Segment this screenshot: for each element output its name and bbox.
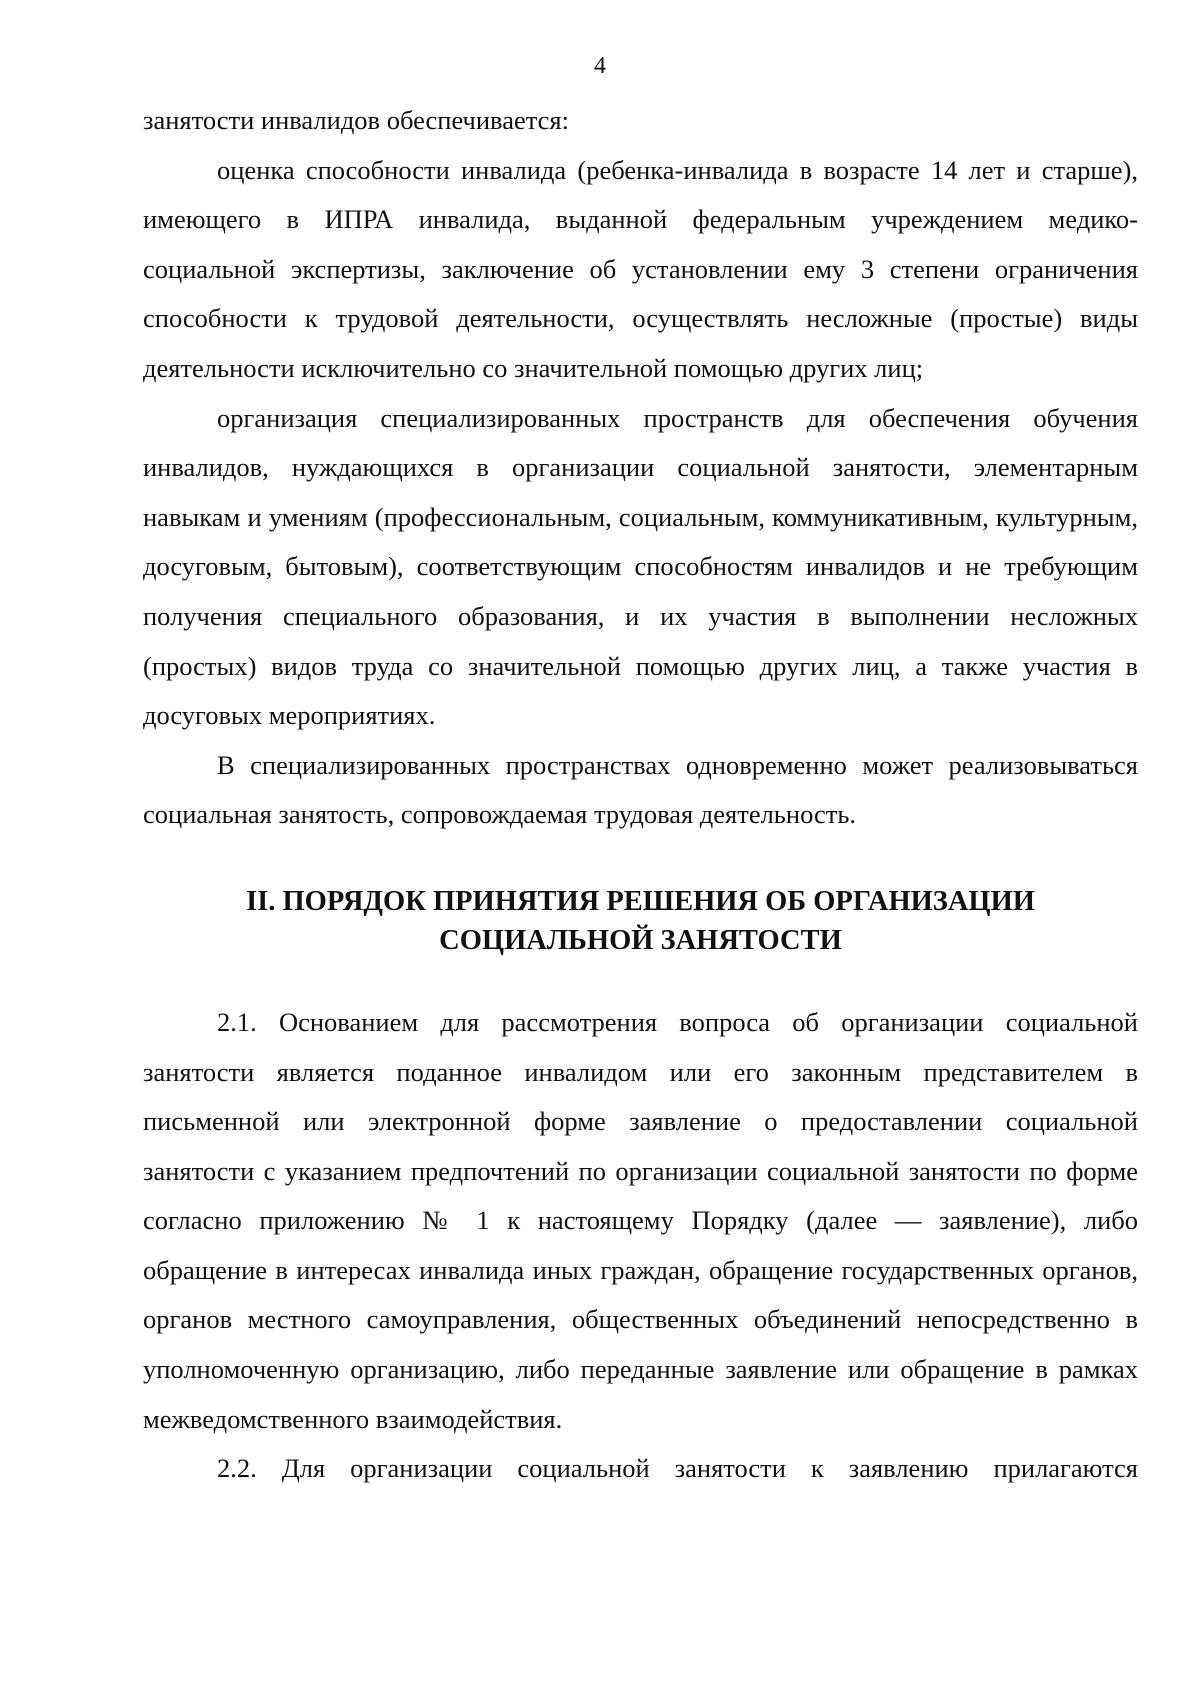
- paragraph-continuation: занятости инвалидов обеспечивается:: [143, 105, 569, 135]
- paragraph-specialized-spaces: организация специализированных пространств для обеспечения обучения инвалидов, нуждающихся в организации социальной занятости, элементарным навыкам и умениям (профессиональным, социальным, коммуникативным, культурным, досуговым, бытовым), соответствующим способностям инвалидов и не требующим получения специального образования, и их участия в выполнении несложных (простых) видов труда со значительной помощью других лиц, а также участия в досуговых мероприятиях.: [143, 402, 1138, 731]
- document-body: [143, 96, 1138, 1494]
- page-number: 4: [594, 53, 606, 79]
- paragraph-2-1: 2.1. Основанием для рассмотрения вопроса об организации социальной занятости является поданное инвалидом или его законным представителем в письменной или электронной форме заявление о предоставлении социальной занятости с указанием предпочтений по организации социальной занятости по форме согласно приложению № 1 к настоящему Порядку (далее — заявление), либо обращение в интересах инвалида иных граждан, обращение государственных органов, органов местного самоуправления, общественных объединений непосредственно в уполномоченную организацию, либо переданные заявление или обращение в рамках межведомственного взаимодействия.: [143, 1006, 1138, 1434]
- paragraph-simultaneous-activity: В специализированных пространствах одновременно может реализовываться социальная занятость, сопровождаемая трудовая деятельность.: [143, 749, 1138, 830]
- paragraph-2-2: 2.2. Для организации социальной занятости к заявлению прилагаются: [217, 1453, 1138, 1484]
- section-heading-line-1: II. ПОРЯДОК ПРИНЯТИЯ РЕШЕНИЯ ОБ ОРГАНИЗАЦИИ: [246, 885, 1035, 917]
- paragraph-assessment: оценка способности инвалида (ребенка-инвалида в возрасте 14 лет и старше), имеющего в ИПРА инвалида, выданной федеральным учреждением медико-социальной экспертизы, заключение об установлении ему 3 степени ограничения способности к трудовой деятельности, осуществлять несложные (простые) виды деятельности исключительно со значительной помощью других лиц;: [143, 154, 1138, 383]
- section-heading: [143, 882, 1138, 960]
- section-heading-line-2: СОЦИАЛЬНОЙ ЗАНЯТОСТИ: [439, 924, 842, 956]
